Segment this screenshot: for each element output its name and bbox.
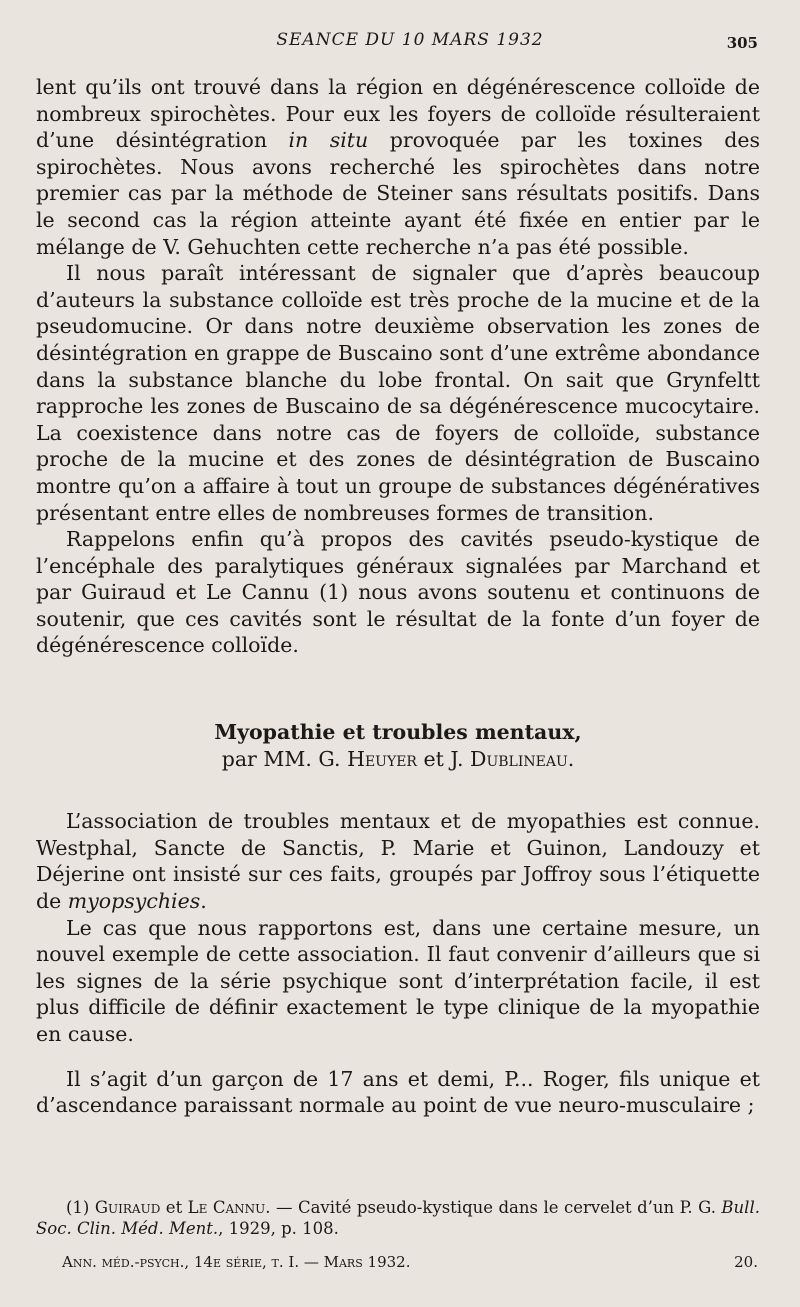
page-number: 305 xyxy=(726,34,758,52)
author-name: Le Cannu xyxy=(187,1198,266,1217)
text-run: L’association de troubles mentaux et de myopathies est connue. Westphal, Sancte de Sanctis, P. Marie et Guinon, Landouzy et Déjerine ont insisté sur ces faits, groupés par Joffroy sous l’étiquette de xyxy=(36,809,760,914)
paragraph xyxy=(36,808,760,914)
paragraph: Il nous paraît intéressant de signaler que d’après beaucoup d’auteurs la substance colloïde est très proche de la mucine et de la pseudomucine. Or dans notre deuxième observation les zones de désintégration en grappe de Buscaino sont d’une extrême abondance dans la substance blanche du lobe frontal. On sait que Grynfeltt rapproche les zones de Buscaino de sa dégénérescence mucocytaire. La coexistence dans notre cas de foyers de colloïde, substance proche de la mucine et des zones de désintégration de Buscaino montre qu’on a affaire à tout un groupe de substances dégénératives présentant entre elles de nombreuses formes de transition. xyxy=(36,261,760,525)
signature-mark: 20. xyxy=(734,1253,758,1271)
byline-text: par MM. G. xyxy=(221,746,348,771)
running-title: SEANCE DU 10 MARS 1932 xyxy=(276,30,544,50)
author-name: Heuyer xyxy=(347,746,417,771)
author-name: Guiraud xyxy=(94,1198,161,1217)
footnote-marker: (1) xyxy=(66,1198,95,1217)
paragraph: Le cas que nous rapportons est, dans une certaine mesure, un nouvel exemple de cette association. Il faut convenir d’ailleurs que si les signes de la série psychique sont d’interprétation facile, il est plus difficile de définir exactement le type clinique de la myopathie en cause. xyxy=(36,915,760,1046)
author-name: Dublineau xyxy=(470,746,568,771)
byline-text: et J. xyxy=(416,746,471,771)
article-byline xyxy=(36,746,760,773)
journal-title: Bull. Soc. Clin. Méd. Ment. xyxy=(36,1198,760,1238)
text-run: . — Cavité pseudo-kystique dans le cervelet d’un P. G. xyxy=(265,1198,722,1217)
running-header xyxy=(62,30,758,60)
text-run: . xyxy=(200,889,207,914)
article-title: Myopathie et troubles mentaux, xyxy=(214,720,582,745)
paragraph: Il s’agit d’un garçon de 17 ans et demi, P... Roger, fils unique et d’ascendance paraissant normale au point de vue neuro-musculaire ; xyxy=(36,1066,760,1118)
text-run: et xyxy=(160,1198,188,1217)
footer-citation: Ann. méd.-psych., 14e série, t. I. — Mars 1932. xyxy=(62,1253,411,1271)
paragraph-continued xyxy=(36,74,760,260)
text-run: lent qu’ils ont trouvé dans la région en dégénérescence colloïde de nombreux spirochètes. Pour eux les foyers de colloïde résulteraient d’une désintégration xyxy=(36,75,760,153)
text-run: , 1929, p. 108. xyxy=(218,1219,339,1238)
footnote xyxy=(36,1197,760,1239)
footnote-text xyxy=(36,1197,760,1239)
italic-term: myopsychies xyxy=(67,889,201,914)
italic-term: in situ xyxy=(288,128,369,153)
byline-text: . xyxy=(567,746,575,771)
text-run: provoquée par les toxines des spirochètes. Nous avons recherché les spirochètes dans notre premier cas par la méthode de Steiner sans résultats positifs. Dans le second cas la région atteinte ayant été fixée en entier par le mélange de V. Gehuchten cette recherche n’a pas été possible. xyxy=(36,128,760,259)
body-text xyxy=(36,74,760,1119)
paragraph: Rappelons enfin qu’à propos des cavités pseudo-kystique de l’encéphale des paralytiques généraux signalées par Marchand et par Guiraud et Le Cannu (1) nous avons soutenu et continuons de soutenir, que ces cavités sont le résultat de la fonte d’un foyer de dégénérescence colloïde. xyxy=(36,527,760,658)
